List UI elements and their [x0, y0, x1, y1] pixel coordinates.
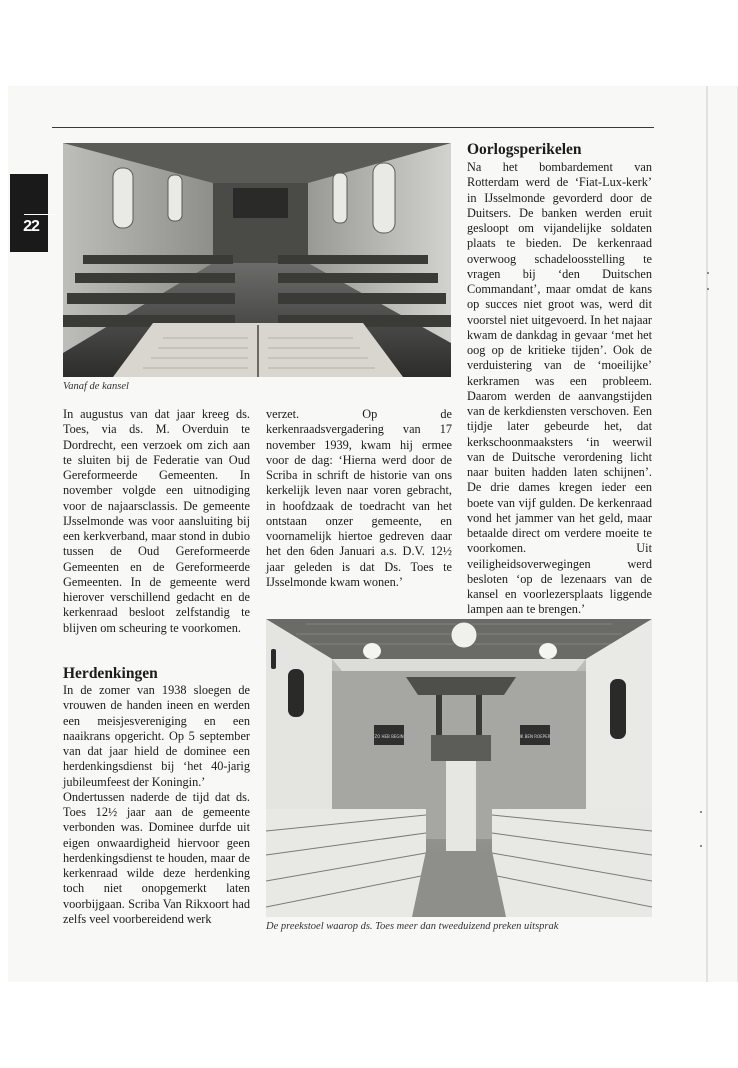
caption-top-photo: Vanaf de kansel [63, 381, 129, 392]
paragraph-jubileum: In de zomer van 1938 sloegen de vrouwen de handen ineen en werden een meisjesvereniging en een naaikrans opgericht. Op 5 september van dat jaar hield de dominee een herdenkingsdienst bij ‘het 40-jarig jubileumfeest der Koningin.’ [63, 683, 250, 789]
plaque-left: ZO HEB BEGIN [374, 734, 404, 739]
plaque-right: IK BEN ROEPER [519, 734, 551, 739]
photo-pulpit [266, 619, 652, 917]
heading-herdenkingen: Herdenkingen [63, 665, 158, 682]
tab-rule [24, 214, 56, 215]
pulpit-view-image [63, 143, 451, 377]
paragraph-oorlog: Na het bombardement van Rotterdam werd de ‘Fiat-Lux-kerk’ in IJsselmonde gevorderd door de Duitsers. De banken werden eruit gesloopt om vijandelijke soldaten plaats te bieden. De kerkenraad overwoog schadeloosstelling te vragen bij ‘den Duitschen Commandant’, maar omdat de kans op succes niet groot was, werd dit voorstel niet uitgevoerd. In het najaar kwam de dankdag in gevaar ‘met het oog op de kritieke tijden’. Ook de verduistering van de ‘moeilijke’ kerkramen was een probleem. Daarom werden de aanvangstijden van de kerkdiensten verschoven. Een tijdje later gebeurde het, dat kerkschoonmaaksters ‘in weerwil van de Duitsche verordening licht naar buiten hadden laten schijnen’. De drie dames kregen ieder een boete van vijf gulden. De kerkenraad vond het jammer van het geld, maar betaalde direct om verdere moeite te voorkomen. Uit veiligheidsoverwegingen werd besloten ‘op de lezenaars van de kansel en voorlezersplaats liggende lampen aan te brengen.’ [467, 160, 652, 617]
paragraph-kerkenraad: verzet. Op de kerkenraadsvergadering van 17 november 1939, kwam hij ermee voor de dag: ‘Hierna werd door de Scriba in schrift de historie van ons kerkelijk leven naar voren gebracht, in hoofdzaak de toedracht van het ontstaan onzer gemeente, en voornamelijk hiertoe gedreven daar het den 6den Januari a.s. D.V. 12½ jaar geleden is dat Ds. Toes te IJsselmonde kwam wonen.’ [266, 407, 452, 589]
page-number-tab [14, 174, 48, 252]
header-rule [52, 127, 654, 128]
column-2 [266, 407, 452, 590]
paragraph-herdenking: Ondertussen naderde de tijd dat ds. Toes 12½ jaar aan de gemeente verbonden was. Dominee durfde uit eigen onwaardigheid hiervoor geen herdenkingsdienst te houden, maar de kerkenraad wilde deze herdenking toch niet onopgemerkt laten voorbijgaan. Scriba Van Rikxoort had zelfs veel voorbereidend werk [63, 789, 250, 926]
column-1-top [63, 407, 250, 636]
paragraph-federatie: In augustus van dat jaar kreeg ds. Toes, via ds. M. Overduin te Dordrecht, een verzoek om zich aan te sluiten bij de Federatie van Oud Gereformeerde Gemeenten. In november volgde een uitnodiging voor de najaarsclassis. De gemeente IJsselmonde was voor aansluiting bij een kerkverband, maar stond in dubio tussen de Oud Gereformeerde Gemeenten en de Gereformeerde Gemeenten. In de gemeente werd hierover verschillend gedacht en de kerkenraad besloot zelfstandig te blijven om scheuring te voorkomen. [63, 407, 250, 635]
column-1-bottom [63, 683, 250, 927]
margin-mark [707, 272, 709, 274]
heading-oorlogsperikelen: Oorlogsperikelen [467, 141, 582, 158]
page-edge [706, 86, 708, 982]
margin-mark [700, 845, 702, 847]
column-3 [467, 160, 652, 618]
photo-from-pulpit [63, 143, 451, 377]
pulpit-image [266, 619, 652, 917]
margin-mark [707, 288, 709, 290]
caption-bottom-photo: De preekstoel waarop ds. Toes meer dan tweeduizend preken uitsprak [266, 921, 559, 932]
page-number: 22 [23, 218, 39, 235]
margin-mark [700, 811, 702, 813]
